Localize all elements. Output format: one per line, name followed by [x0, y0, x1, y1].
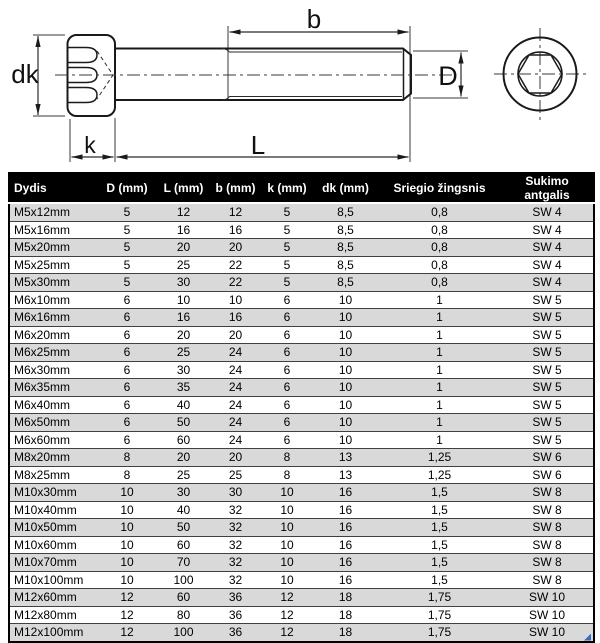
table-cell: SW 4 [501, 256, 594, 274]
table-cell: 22 [210, 274, 261, 292]
table-cell: 1,5 [378, 484, 501, 502]
table-cell: M5x25mm [9, 256, 97, 274]
table-cell: 12 [97, 589, 157, 607]
table-cell: M5x16mm [9, 221, 97, 239]
table-cell: 10 [261, 536, 313, 554]
bolt-technical-drawing [0, 0, 600, 170]
table-cell: 6 [261, 309, 313, 327]
table-cell: SW 4 [532, 205, 562, 220]
table-cell: 32 [210, 554, 261, 572]
table-cell: SW 5 [501, 414, 594, 432]
table-row [9, 309, 594, 327]
table-row [9, 274, 594, 292]
table-cell: 13 [313, 449, 378, 467]
label-L: L [250, 130, 266, 160]
table-cell: 32 [210, 501, 261, 519]
table-cell: 5 [97, 239, 157, 257]
table-cell: SW 6 [501, 466, 594, 484]
table-cell: 12 [97, 624, 157, 642]
table-cell: SW 4 [501, 274, 594, 292]
table-cell: M10x40mm [9, 501, 97, 519]
table-cell: 24 [210, 431, 261, 449]
table-cell: M6x35mm [9, 379, 97, 397]
table-row [9, 361, 594, 379]
table-cell: 1 [378, 326, 501, 344]
table-cell: 10 [313, 431, 378, 449]
table-cell: M6x20mm [9, 326, 97, 344]
table-cell: 60 [157, 431, 210, 449]
table-cell: 1 [378, 396, 501, 414]
table-cell: M8x20mm [9, 449, 97, 467]
table-row [9, 221, 594, 239]
label-b: b [306, 4, 322, 34]
bolt-spec-table [8, 172, 595, 643]
table-cell: 18 [313, 624, 378, 642]
table-cell: SW 4 [501, 239, 594, 257]
column-header: L (mm) [157, 173, 210, 203]
table-row [9, 431, 594, 449]
table-cell: 35 [157, 379, 210, 397]
table-cell: SW 8 [501, 536, 594, 554]
label-dk: dk [11, 59, 39, 89]
column-header: Dydis [9, 173, 97, 203]
table-cell: 1,75 [378, 624, 501, 642]
table-cell: 16 [313, 554, 378, 572]
table-cell: 16 [157, 221, 210, 239]
table-cell: 0,8 [378, 239, 501, 257]
table-cell: 8 [97, 466, 157, 484]
table-cell: M5x12mm [14, 205, 71, 220]
table-cell: 16 [313, 501, 378, 519]
table-row [9, 344, 594, 362]
table-cell: 50 [157, 519, 210, 537]
table-cell: 8 [261, 466, 313, 484]
table-cell: SW 5 [501, 379, 594, 397]
table-cell: M6x30mm [9, 361, 97, 379]
table-cell: 6 [261, 396, 313, 414]
table-cell: 10 [261, 501, 313, 519]
table-cell: SW 10 [501, 606, 594, 624]
table-cell: 1 [378, 309, 501, 327]
table-cell: M5x30mm [9, 274, 97, 292]
table-cell: 32 [210, 536, 261, 554]
table-cell: 5 [261, 274, 313, 292]
table-cell: 50 [157, 414, 210, 432]
table-row [9, 396, 594, 414]
table-cell: 0,8 [378, 221, 501, 239]
table-cell: 6 [97, 414, 157, 432]
table-row [9, 606, 594, 624]
table-cell: 13 [313, 466, 378, 484]
table-cell: 1 [378, 431, 501, 449]
table-cell: 24 [210, 414, 261, 432]
table-cell: 10 [313, 396, 378, 414]
table-cell: 25 [157, 466, 210, 484]
table-cell: 32 [210, 571, 261, 589]
table-cell: 6 [97, 309, 157, 327]
table-row [9, 414, 594, 432]
table-header [9, 173, 594, 203]
table-cell: SW 4 [501, 221, 594, 239]
table-cell: SW 10 [501, 589, 594, 607]
table-row [9, 256, 594, 274]
table-cell: 1,5 [378, 554, 501, 572]
table-cell: SW 8 [501, 501, 594, 519]
table-body [9, 203, 594, 642]
table-cell: M10x60mm [9, 536, 97, 554]
table-cell: 5 [261, 256, 313, 274]
table-row [9, 239, 594, 257]
table-cell: SW 8 [501, 554, 594, 572]
table-cell: M6x50mm [9, 414, 97, 432]
table-cell: 25 [210, 466, 261, 484]
table-cell: M12x80mm [9, 606, 97, 624]
table-cell: 8,5 [313, 256, 378, 274]
table-cell: 1 [378, 344, 501, 362]
table-cell: 6 [261, 431, 313, 449]
column-header: b (mm) [210, 173, 261, 203]
table-cell: 20 [210, 239, 261, 257]
table-cell: 10 [261, 519, 313, 537]
table-cell: SW 6 [501, 449, 594, 467]
table-cell: 6 [97, 396, 157, 414]
table-cell: 5 [97, 274, 157, 292]
table-cell: 8,5 [313, 239, 378, 257]
table-cell: 60 [157, 589, 210, 607]
table-row [9, 501, 594, 519]
table-cell: M12x60mm [9, 589, 97, 607]
table-cell: 16 [313, 484, 378, 502]
table-cell: M10x70mm [9, 554, 97, 572]
table-cell: M6x16mm [9, 309, 97, 327]
table-cell: 1,5 [378, 571, 501, 589]
table-cell: M5x20mm [9, 239, 97, 257]
table-cell: 8,5 [313, 221, 378, 239]
table-row [9, 379, 594, 397]
table-cell: 0,8 [378, 274, 501, 292]
table-cell: 36 [210, 589, 261, 607]
column-header: Sriegio žingsnis [378, 173, 501, 203]
table-cell: 30 [157, 484, 210, 502]
table-cell: M6x25mm [9, 344, 97, 362]
table-cell: 16 [313, 536, 378, 554]
table-cell: 8 [97, 449, 157, 467]
table-cell: 25 [157, 344, 210, 362]
table-cell: 18 [313, 606, 378, 624]
table-cell: M10x30mm [9, 484, 97, 502]
column-header: k (mm) [261, 173, 313, 203]
column-header: Sukimo antgalis [501, 173, 594, 203]
table-cell: M6x10mm [9, 291, 97, 309]
table-cell: 1,25 [378, 449, 501, 467]
table-cell: 1,25 [378, 466, 501, 484]
table-cell: 10 [313, 344, 378, 362]
table-cell: 10 [313, 414, 378, 432]
label-D: D [438, 61, 458, 91]
table-cell: SW 8 [501, 484, 594, 502]
table-row [9, 484, 594, 502]
table-cell: 20 [157, 326, 210, 344]
table-cell: 36 [210, 606, 261, 624]
table-cell: 6 [261, 291, 313, 309]
table-cell: 12 [261, 624, 313, 642]
table-cell: 32 [210, 519, 261, 537]
table-cell: 10 [313, 361, 378, 379]
table-cell: 1,75 [378, 589, 501, 607]
table-cell: 24 [210, 396, 261, 414]
table-row [9, 466, 594, 484]
table-row [9, 536, 594, 554]
table-cell: SW 5 [501, 309, 594, 327]
table-cell: 18 [313, 589, 378, 607]
table-row [9, 326, 594, 344]
table-cell: 10 [97, 484, 157, 502]
table-cell: 10 [157, 291, 210, 309]
table-cell: 6 [97, 361, 157, 379]
table-cell: 6 [261, 414, 313, 432]
table-cell: 40 [157, 396, 210, 414]
table-cell: 6 [261, 326, 313, 344]
table-cell: SW 10 [501, 624, 594, 642]
spec-table-container [8, 172, 593, 643]
table-cell: 30 [157, 274, 210, 292]
table-cell: 1 [378, 414, 501, 432]
table-cell: 5 [97, 221, 157, 239]
table-cell: SW 8 [501, 519, 594, 537]
table-cell: 10 [313, 379, 378, 397]
table-cell: SW 5 [501, 431, 594, 449]
table-cell: 24 [210, 344, 261, 362]
column-header: D (mm) [97, 173, 157, 203]
table-cell: 8 [261, 449, 313, 467]
table-cell: 1 [378, 379, 501, 397]
table-header-row [9, 173, 594, 203]
table-cell: 5 [123, 205, 131, 220]
table-cell: 6 [261, 361, 313, 379]
table-cell: 12 [97, 606, 157, 624]
head-outer-circle [504, 38, 577, 111]
table-cell: 1,75 [378, 606, 501, 624]
table-cell: 6 [97, 291, 157, 309]
table-cell: M8x25mm [9, 466, 97, 484]
table-cell: SW 5 [501, 361, 594, 379]
table-cell: 6 [97, 431, 157, 449]
table-cell: 16 [313, 571, 378, 589]
table-cell: SW 5 [501, 326, 594, 344]
table-cell: SW 5 [501, 396, 594, 414]
table-cell: M6x60mm [9, 431, 97, 449]
table-cell: 12 [261, 606, 313, 624]
table-cell: 10 [261, 571, 313, 589]
table-cell: 10 [261, 554, 313, 572]
table-cell: 20 [157, 239, 210, 257]
table-cell: 5 [97, 256, 157, 274]
table-cell: 5 [261, 239, 313, 257]
table-cell: 24 [210, 361, 261, 379]
table-cell: SW 5 [501, 291, 594, 309]
table-cell: 1,5 [378, 501, 501, 519]
table-cell: M6x40mm [9, 396, 97, 414]
bolt-end-view [494, 28, 586, 120]
table-row [9, 554, 594, 572]
table-cell: SW 5 [501, 344, 594, 362]
table-cell: 6 [97, 344, 157, 362]
table-cell: 24 [210, 379, 261, 397]
column-header: dk (mm) [313, 173, 378, 203]
table-row [9, 589, 594, 607]
table-cell: M10x50mm [9, 519, 97, 537]
table-cell: 60 [157, 536, 210, 554]
table-cell: 12 [176, 205, 191, 220]
table-cell: 5 [261, 221, 313, 239]
table-cell: 22 [210, 256, 261, 274]
table-cell: 10 [97, 554, 157, 572]
label-k: k [84, 132, 96, 158]
table-cell: 5 [283, 205, 291, 220]
table-cell: 100 [157, 571, 210, 589]
table-cell: 16 [210, 309, 261, 327]
table-row [9, 624, 594, 642]
table-cell: 8,5 [313, 274, 378, 292]
table-cell: 80 [157, 606, 210, 624]
table-cell: 6 [97, 326, 157, 344]
table-cell: 10 [313, 326, 378, 344]
table-cell: 12 [261, 589, 313, 607]
table-cell: 20 [210, 326, 261, 344]
table-cell: 6 [97, 379, 157, 397]
table-cell: 10 [97, 536, 157, 554]
bolt-shank [115, 49, 411, 101]
table-cell: 8,5 [337, 205, 354, 220]
table-cell: 1 [378, 291, 501, 309]
table-row [9, 519, 594, 537]
table-cell: 20 [210, 449, 261, 467]
table-cell: 70 [157, 554, 210, 572]
table-row [9, 449, 594, 467]
table-cell: 16 [157, 309, 210, 327]
table-cell: 0,8 [378, 256, 501, 274]
table-cell: 25 [157, 256, 210, 274]
table-cell: 30 [157, 361, 210, 379]
table-cell: 0,8 [431, 205, 448, 220]
table-cell: 10 [313, 309, 378, 327]
table-cell: 40 [157, 501, 210, 519]
table-cell: 10 [210, 291, 261, 309]
table-cell: 12 [228, 205, 243, 220]
table-cell: 1,5 [378, 536, 501, 554]
table-cell: 1 [378, 361, 501, 379]
table-cell: SW 8 [501, 571, 594, 589]
table-cell: M10x100mm [9, 571, 97, 589]
table-row [9, 203, 594, 221]
table-cell: 16 [313, 519, 378, 537]
table-cell: 1,5 [378, 519, 501, 537]
table-cell: 16 [210, 221, 261, 239]
table-cell: 20 [157, 449, 210, 467]
table-cell: 6 [261, 379, 313, 397]
table-cell: 10 [97, 501, 157, 519]
table-cell: 10 [97, 571, 157, 589]
table-cell: M12x100mm [9, 624, 97, 642]
table-row [9, 571, 594, 589]
table-cell: 30 [210, 484, 261, 502]
table-row [9, 291, 594, 309]
table-cell: 10 [261, 484, 313, 502]
table-cell: 36 [210, 624, 261, 642]
table-cell: 6 [261, 344, 313, 362]
table-cell: 10 [97, 519, 157, 537]
table-cell: 10 [313, 291, 378, 309]
table-cell: 100 [157, 624, 210, 642]
